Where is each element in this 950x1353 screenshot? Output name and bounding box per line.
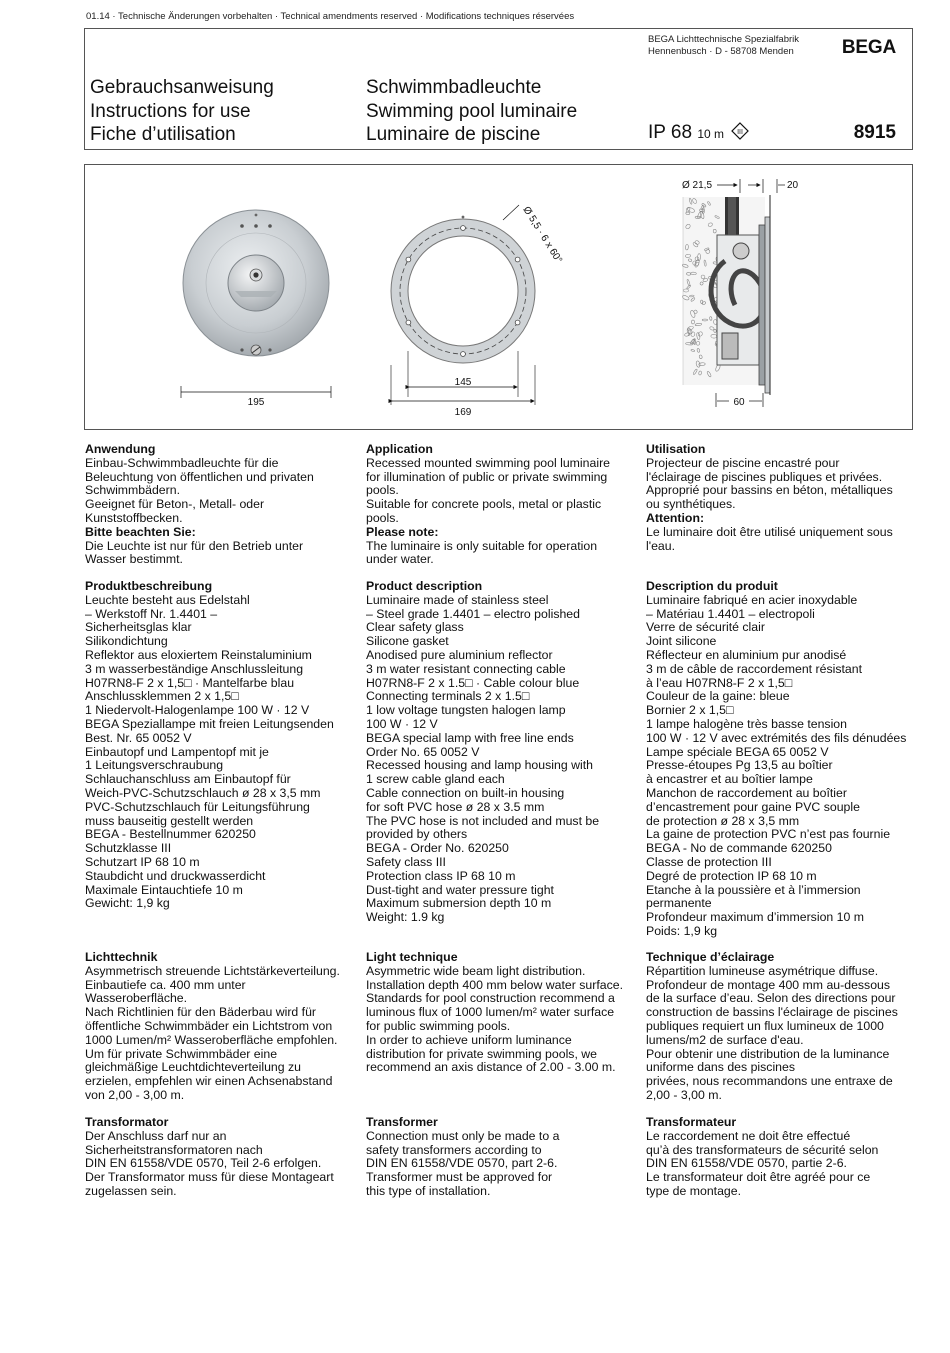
en-note-text: The luminaire is only suitable for operation under water. (366, 538, 598, 567)
fr-application-title: Utilisation (646, 442, 706, 456)
company-name: BEGA Lichttechnische Spezialfabrik (648, 34, 800, 45)
fr-light-text: Répartition lumineuse asymétrique diffuse. Profondeur de montage 400 mm au-dessous de la surface d’eau. Selon des directions pour construction de bassins l'éclairage de piscines publiques requiert un flux lumineux de 1000 lumens/m2 de surface d'eau. Pour obtenir une distribution de la luminance uniforme dans des piscines privées, nous recommandons une entraxe de 2,00 - 3,00 m. (646, 963, 898, 1102)
ip-depth: 10 m (697, 127, 724, 141)
en-light (366, 951, 641, 1075)
de-application (85, 443, 360, 567)
drawing-canvas (85, 165, 914, 431)
fr-product-text: Luminaire fabriqué en acier inoxydable – Matériau 1.4401 – electropoli Verre de sécurité clair Joint silicone Réflecteur en aluminium pur anodisé 3 m de câble de raccordement résistant à l’eau H07RN8-F 2 x 1,5□ Couleur de la gaine: bleue Bornier 2 x 1,5□ 1 lampe halogène très basse tension 100 W · 12 V avec extrémités des fils dénudées Lampe spéciale BEGA 65 0052 V Presse-étoupes Pg 13,5 au boîtier à encastrer et au boîtier lampe Manchon de raccordement au boîtier d’encastrement pour gaine PVC souple de protection ø 28 x 3,5 mm La gaine de protection PVC n’est pas fournie BEGA - No de commande 620250 Classe de protection III Degré de protection IP 68 10 m Etanche à la poussière et à l’immersion permanente Profondeur maximum d’immersion 10 m Poids: 1,9 kg (646, 592, 907, 938)
mounting-ring-view (391, 205, 564, 363)
en-product-text: Luminaire made of stainless steel – Steel grade 1.4401 – electro polished Clear safety glass Silicone gasket Anodised pure aluminium reflector 3 m water resistant connecting cable H07RN8-F 2 x 1.5□ · Cable colour blue Connecting terminals 2 x 1.5□ 1 low voltage tungsten halogen lamp 100 W · 12 V BEGA special lamp with free line ends Order No. 65 0052 V Recessed housing and lamp housing with 1 screw cable gland each Cable connection on built-in housing for soft PVC hose ø 28 x 3.5 mm The PVC hose is not included and must be provided by others BEGA - Order No. 620250 Safety class III Protection class IP 68 10 m Dust-tight and water pressure tight Maximum submersion depth 10 m Weight: 1.9 kg (366, 592, 600, 925)
en-transformer (366, 1116, 641, 1199)
dim-holes-label: Ø 5,5 · 6 x 60° (520, 204, 565, 266)
product-name-de: Schwimmbadleuchte (366, 77, 542, 98)
en-product-title: Product description (366, 579, 483, 593)
revision-note: 01.14 · Technische Änderungen vorbehalten · Technical amendments reserved · Modifications techniques réservées (86, 11, 575, 22)
dim-20-label: 20 (787, 180, 799, 191)
dim-front-width (181, 386, 331, 408)
en-light-text: Asymmetric wide beam light distribution. Installation depth 400 mm below water surface. Standards for pool construction recommend a luminous flux of 1000 lumen/m² water surface for public swimming pools. In order to achieve uniform luminance distribution for private swimming pools, we recommend an axis distance of 2.00 - 3.00 m. (366, 963, 624, 1075)
document-type (90, 76, 274, 147)
de-transformer-title: Transformator (85, 1115, 169, 1129)
fr-light (646, 951, 921, 1103)
doc-type-de: Gebrauchsanweisung (90, 77, 274, 98)
en-product (366, 580, 641, 925)
ip-rating (648, 122, 749, 144)
en-application (366, 443, 641, 567)
de-product (85, 580, 360, 911)
en-light-title: Light technique (366, 950, 458, 964)
technical-drawing (84, 164, 913, 430)
de-product-text: Leuchte besteht aus Edelstahl – Werkstoff Nr. 1.4401 – Sicherheitsglas klar Silikondichtung Reflektor aus eloxiertem Reinstaluminium 3 m wasserbeständige Anschlussleitung H07RN8-F 2 x 1,5□ · Mantelfarbe blau Anschlussklemmen 2 x 1,5□ 1 Niedervolt-Halogenlampe 100 W · 12 V BEGA Speziallampe mit freien Leitungsenden Best. Nr. 65 0052 V Einbautopf und Lampentopf mit je 1 Leitungsverschraubung Schlauchanschluss am Einbautopf für Weich-PVC-Schutzschlauch ø 28 x 3,5 mm PVC-Schutzschlauch für Leitungsführung muss bauseitig gestellt werden BEGA - Bestellnummer 620250 Schutzklasse III Schutzart IP 68 10 m Staubdicht und druckwasserdicht Maximale Eintauchtiefe 10 m Gewicht: 1,9 kg (85, 592, 334, 911)
bega-logo: BEGA (841, 37, 896, 58)
en-transformer-title: Transformer (366, 1115, 438, 1129)
safety-class-icon (731, 122, 749, 140)
de-application-text: Einbau-Schwimmbadleuchte für die Beleuchtung von öffentlichen und privaten Schwimmbädern. Geeignet für Beton-, Metall- oder Kunststoffbecken. (85, 455, 314, 525)
en-transformer-text: Connection must only be made to a safety transformers according to DIN EN 61558/VDE 0570, part 2-6. Transformer must be approved for this type of installation. (366, 1128, 560, 1198)
section-view (682, 195, 770, 395)
fr-note-title: Attention: (646, 510, 705, 525)
de-light-title: Lichttechnik (85, 950, 158, 964)
product-name (366, 76, 577, 147)
en-application-title: Application (366, 442, 433, 456)
safety-class-label: III (737, 129, 744, 136)
company-address (648, 34, 799, 57)
dim-ring-outer-label: 169 (454, 407, 472, 418)
fr-transformer-text: Le raccordement ne doit être effectué qu’à des transformateurs de sécurité selon DIN EN 61558/VDE 0570, partie 2-6. Le transformateur doit être agréé pour ce type de montage. (646, 1128, 879, 1198)
en-note-title: Please note: (366, 524, 439, 539)
front-view (183, 210, 329, 356)
company-location: Hennenbusch · D - 58708 Menden (648, 45, 794, 57)
fr-note-text: Le luminaire doit être utilisé uniquement sous l'eau. (646, 524, 893, 553)
fr-application (646, 443, 921, 553)
fr-application-text: Projecteur de piscine encastré pour l'éclairage de piscines publiques et privées. Approprié pour bassins en béton, métalliques ou synthétiques. (646, 455, 893, 512)
article-number: 8915 (853, 122, 896, 143)
product-name-fr: Luminaire de piscine (366, 124, 541, 145)
en-application-text: Recessed mounted swimming pool luminaire for illumination of public or private swimming pools. Suitable for concrete pools, metal or plastic pools. (366, 455, 610, 525)
fr-light-title: Technique d’éclairage (646, 950, 775, 964)
product-name-en: Swimming pool luminaire (366, 100, 578, 122)
de-transformer-text: Der Anschluss darf nur an Sicherheitstransformatoren nach DIN EN 61558/VDE 0570, Teil 2-6 erfolgen. Der Transformator muss für diese Montageart zugelassen sein. (85, 1128, 334, 1198)
dim-depth-label: 60 (733, 397, 745, 408)
document-header (84, 28, 913, 150)
de-note-title: Bitte beachten Sie: (85, 524, 196, 539)
de-note-text: Die Leuchte ist nur für den Betrieb unter Wasser bestimmt. (85, 538, 304, 567)
de-light (85, 951, 360, 1103)
dim-diameter-label: Ø 21,5 (682, 180, 713, 191)
de-light-text: Asymmetrisch streuende Lichtstärkeverteilung. Einbautiefe ca. 400 mm unter Wasseroberfläche. Nach Richtlinien für den Bäderbau wird für öffentliche Schwimmbäder ein Lichtstrom von 1000 Lumen/m² Wasseroberfläche empfohlen. Um für private Schwimmbäder eine gleichmäßige Leuchtdichteverteilung zu erzielen, empfehlen wir einen Achsenabstand von 2,00 - 3,00 m. (85, 963, 340, 1102)
fr-product-title: Description du produit (646, 579, 778, 593)
fr-transformer (646, 1116, 921, 1199)
de-product-title: Produktbeschreibung (85, 579, 213, 593)
fr-product (646, 580, 921, 939)
doc-type-en: Instructions for use (90, 100, 251, 122)
fr-transformer-title: Transformateur (646, 1115, 737, 1129)
dim-ring-inner-label: 145 (454, 377, 472, 388)
ip-code: IP 68 (648, 122, 693, 143)
de-transformer (85, 1116, 360, 1199)
doc-type-fr: Fiche d’utilisation (90, 124, 236, 145)
de-application-title: Anwendung (85, 442, 156, 456)
dim-front-width-label: 195 (247, 397, 265, 408)
